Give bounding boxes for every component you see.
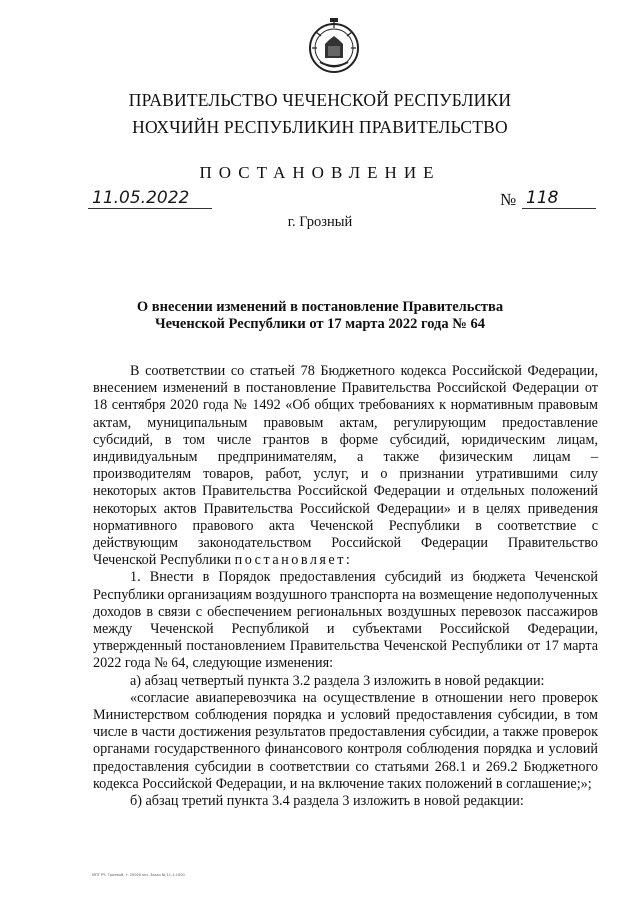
government-name-chechen: НОХЧИЙН РЕСПУБЛИКИН ПРАВИТЕЛЬСТВО bbox=[132, 117, 508, 137]
coat-of-arms-emblem bbox=[308, 18, 360, 78]
resolves-word: постановляет: bbox=[234, 552, 353, 569]
paragraph-preamble bbox=[93, 363, 598, 569]
city: г. Грозный bbox=[287, 214, 353, 230]
paragraph-item-1: 1. Внести в Порядок предоставления субсидий из бюджета Чеченской Республики организациям воздушного транспорта на возмещение недополученных доходов в связи с обеспечением региональных воздушных перевозок пассажиров между Чеченской Республикой и субъектами Российской Федерации, утвержденный постановлением Правительства Чеченской Республики от 17 марта 2022 года № 64, следующие изменения: bbox=[93, 569, 598, 672]
title-line-1: О внесении изменений в постановление Правительства bbox=[136, 299, 504, 315]
document-type: ПОСТАНОВЛЕНИЕ bbox=[199, 163, 441, 182]
number-label: № bbox=[500, 190, 517, 209]
document-title bbox=[0, 299, 640, 333]
paragraph-subitem-b: б) абзац третий пункта 3.4 раздела 3 изложить в новой редакции: bbox=[130, 793, 524, 810]
document-number: 118 bbox=[522, 188, 596, 209]
print-footer: МПТ РЧ. Грозный, т. 20000 экз. Заказ № 11-1-1000 bbox=[92, 873, 185, 877]
government-name-russian: ПРАВИТЕЛЬСТВО ЧЕЧЕНСКОЙ РЕСПУБЛИКИ bbox=[128, 90, 512, 110]
preamble-text: В соответствии со статьей 78 Бюджетного кодекса Российской Федерации, внесением изменений в постановление Правительства Российской Федерации от 18 сентября 2020 года № 1492 «Об общих требованиях к нормативным правовым актам, муниципальным правовым актам, регулирующим предоставление субсидий, в том числе грантов в форме субсидий, юридическим лицам, индивидуальным предпринимателям, а также физическим лицам – производителям товаров, работ, услуг, и о признании утратившими силу некоторых актов Правительства Российской Федерации и отдельных положений некоторых актов Правительства Российской Федерации» и в целях приведения нормативного правового акта Чеченской Республики в соответствие с действующим законодательством Российской Федерации Правительство Чеченской Республики bbox=[93, 363, 598, 569]
paragraph-subitem-a: а) абзац четвертый пункта 3.2 раздела 3 изложить в новой редакции: bbox=[130, 672, 545, 689]
document-body bbox=[93, 363, 598, 810]
paragraph-quoted-text: «согласие авиаперевозчика на осуществление в отношении него проверок Министерством соблюдения порядка и условий предоставления субсидии, в том числе в части достижения результатов предоставления субсидии, а также проверок органами государственного финансового контроля соблюдения порядка и условий предоставления субсидии в соответствии со статьями 268.1 и 269.2 Бюджетного кодекса Российской Федерации, и на включение таких положений в соглашение;»; bbox=[93, 689, 598, 792]
document-date: 11.05.2022 bbox=[88, 188, 212, 209]
title-line-2: Чеченской Республики от 17 марта 2022 года № 64 bbox=[155, 316, 485, 332]
